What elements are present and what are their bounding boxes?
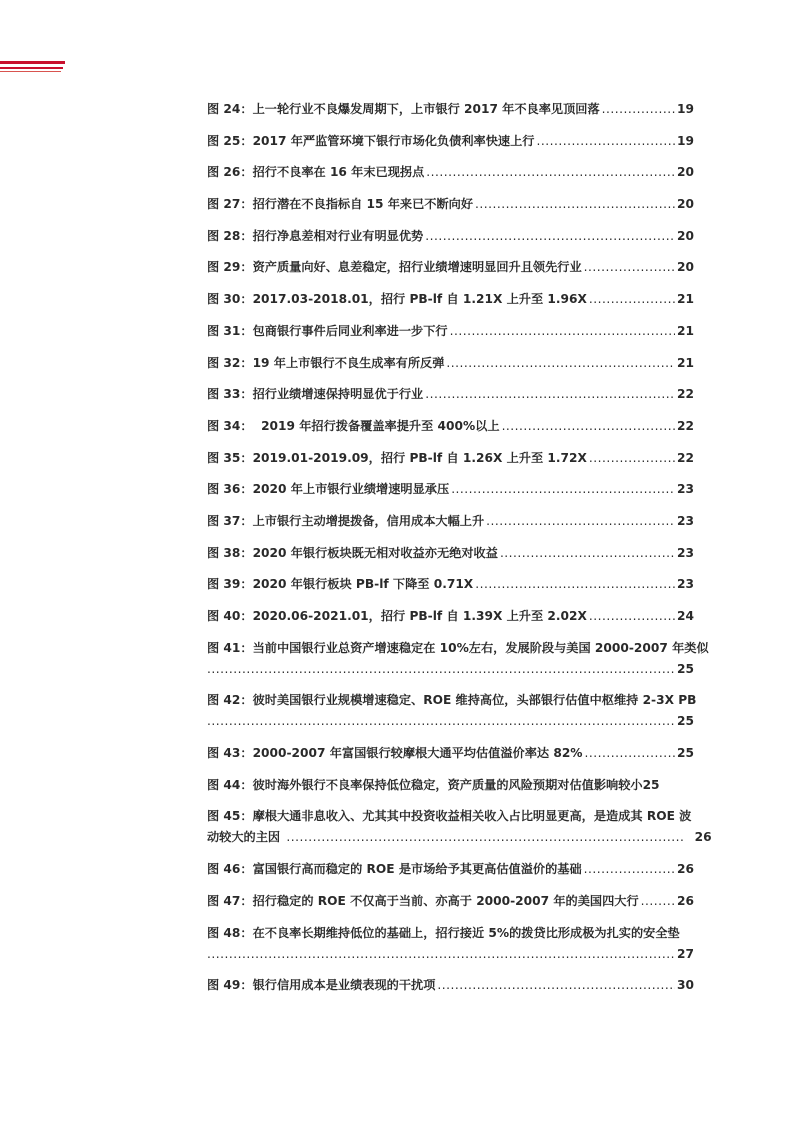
toc-entry[interactable] (207, 321, 694, 342)
toc-entry-page: 20 (677, 165, 694, 180)
toc-entry-page: 20 (677, 260, 694, 275)
toc-entry-label: 图 44：彼时海外银行不良率保持低位稳定，资产质量的风险预期对估值影响较小 (207, 777, 643, 792)
toc-entry-label: 图 25：2017 年严监管环境下银行市场化负债利率快速上行 (207, 133, 535, 148)
leader-dots (475, 194, 675, 215)
toc-entry-label: 图 39：2020 年银行板块 PB-lf 下降至 0.71X (207, 577, 474, 592)
toc-entry[interactable] (207, 859, 694, 880)
toc-entry-label: 图 33：招行业绩增速保持明显优于行业 (207, 387, 424, 402)
toc-entry-label: 图 43：2000-2007 年富国银行较摩根大通平均估值溢价率达 82% (207, 746, 583, 761)
toc-entry-page: 30 (677, 978, 694, 993)
toc-entry-label: 图 35：2019.01-2019.09，招行 PB-lf 自 1.26X 上升至 1.72X (207, 450, 587, 465)
leader-dots (537, 131, 676, 152)
toc-entry-page: 25 (642, 777, 660, 792)
leader-dots (475, 574, 675, 595)
toc-entry-label: 图 26：招行不良率在 16 年末已现拐点 (207, 165, 425, 180)
toc-entry-page: 20 (677, 197, 694, 212)
toc-entry[interactable] (207, 891, 694, 912)
toc-entry-page: 24 (677, 609, 694, 623)
header-accent-bar (0, 61, 65, 64)
leader-dots (450, 321, 675, 342)
toc-entry-label: 图 32：19 年上市银行不良生成率有所反弹 (207, 355, 445, 370)
toc-entry[interactable] (207, 543, 694, 564)
toc-entry[interactable] (207, 975, 694, 996)
figure-list (207, 99, 733, 1007)
toc-entry-label: 图 34： 2019 年招行拨备覆盖率提升至 400%以上 (207, 418, 500, 433)
toc-entry[interactable] (207, 131, 694, 152)
toc-entry-label: 图 37：上市银行主动增提拨备，信用成本大幅上升 (207, 513, 485, 528)
toc-entry-page: 22 (677, 450, 694, 465)
toc-entry[interactable] (207, 775, 694, 796)
toc-entry[interactable] (207, 226, 694, 247)
toc-entry[interactable] (207, 479, 694, 500)
toc-entry[interactable] (207, 638, 733, 680)
toc-entry-page: 23 (677, 513, 694, 528)
header-accent-bar-base (0, 71, 61, 72)
toc-entry-page: 21 (677, 323, 694, 338)
toc-entry[interactable] (207, 511, 694, 532)
toc-entry-label: 图 27：招行潜在不良指标自 15 年来已不断向好 (207, 197, 474, 212)
toc-entry[interactable] (207, 806, 733, 848)
leader-dots (425, 384, 675, 405)
toc-entry-page: 22 (677, 418, 694, 433)
toc-entry[interactable] (207, 743, 694, 764)
leader-dots (286, 827, 684, 848)
toc-entry-label: 图 49：银行信用成本是业绩表现的干扰项 (207, 978, 436, 993)
leader-dots (451, 479, 675, 500)
toc-entry-label: 图 31：包商银行事件后同业利率进一步下行 (207, 323, 448, 338)
leader-dots (589, 448, 675, 469)
toc-entry[interactable] (207, 194, 694, 215)
leader-dots (584, 257, 675, 278)
leader-dots (207, 944, 675, 965)
toc-entry[interactable] (207, 162, 694, 183)
leader-dots (589, 289, 675, 310)
toc-entry-page: 23 (677, 482, 694, 497)
toc-entry[interactable] (207, 448, 694, 469)
toc-entry-label: 图 47：招行稳定的 ROE 不仅高于当前、亦高于 2000-2007 年的美国四大行 (207, 893, 639, 908)
leader-dots (426, 162, 675, 183)
toc-entry-label: 图 29：资产质量向好、息差稳定，招行业绩增速明显回升且领先行业 (207, 260, 582, 275)
leader-dots (486, 511, 675, 532)
toc-entry-page: 23 (677, 545, 694, 560)
leader-dots (437, 975, 675, 996)
toc-entry[interactable] (207, 606, 694, 627)
toc-entry-label: 图 48：在不良率长期维持低位的基础上，招行接近 5%的拨贷比形成极为扎实的安全垫 (207, 925, 680, 940)
toc-entry[interactable] (207, 690, 733, 732)
header-accent-bar-secondary (0, 67, 63, 69)
toc-entry[interactable] (207, 416, 694, 437)
toc-entry-page: 26 (677, 862, 694, 877)
toc-entry-page: 25 (677, 661, 694, 676)
leader-dots (584, 859, 675, 880)
toc-entry-page: 26 (694, 830, 712, 845)
toc-entry-label: 图 42：彼时美国银行业规模增速稳定、ROE 维持高位，头部银行估值中枢维持 2-3X PB (207, 693, 697, 708)
leader-dots (446, 353, 675, 374)
toc-entry[interactable] (207, 923, 733, 965)
leader-dots (207, 711, 675, 732)
toc-entry-label: 图 28：招行净息差相对行业有明显优势 (207, 228, 424, 243)
leader-dots (602, 99, 675, 120)
leader-dots (641, 891, 675, 912)
toc-entry-page: 22 (677, 387, 694, 402)
toc-entry-label: 图 46：富国银行高而稳定的 ROE 是市场给予其更高估值溢价的基础 (207, 862, 582, 877)
toc-entry-label: 图 24：上一轮行业不良爆发周期下，上市银行 2017 年不良率见顶回落 (207, 102, 600, 116)
toc-entry[interactable] (207, 289, 694, 310)
toc-entry-page: 25 (677, 746, 694, 761)
leader-dots (207, 659, 675, 680)
leader-dots (589, 606, 675, 627)
toc-entry-label: 图 38：2020 年银行板块既无相对收益亦无绝对收益 (207, 545, 498, 560)
toc-entry-page: 19 (677, 102, 694, 116)
toc-entry[interactable] (207, 574, 694, 595)
leader-dots (425, 226, 675, 247)
toc-entry-page: 21 (677, 355, 694, 370)
toc-entry[interactable] (207, 257, 694, 278)
leader-dots (502, 416, 675, 437)
toc-entry-page: 26 (677, 893, 694, 908)
toc-entry-label: 图 41：当前中国银行业总资产增速稳定在 10%左右，发展阶段与美国 2000-2007 年类似 (207, 640, 709, 655)
toc-entry-page: 19 (677, 133, 694, 148)
toc-entry-label: 图 30：2017.03-2018.01，招行 PB-lf 自 1.21X 上升至 1.96X (207, 292, 587, 307)
toc-entry-page: 27 (677, 946, 694, 961)
toc-entry[interactable] (207, 99, 694, 120)
toc-entry-label: 图 36：2020 年上市银行业绩增速明显承压 (207, 482, 450, 497)
toc-entry-label-line1: 图 45：摩根大通非息收入、尤其其中投资收益相关收入占比明显更高，是造成其 ROE 波 (207, 809, 692, 824)
toc-entry-page: 25 (677, 714, 694, 729)
toc-entry-label-line2: 动较大的主因 (207, 830, 281, 845)
toc-entry[interactable] (207, 384, 694, 405)
toc-entry[interactable] (207, 353, 694, 374)
toc-entry-page: 20 (677, 228, 694, 243)
toc-entry-page: 21 (677, 292, 694, 307)
leader-dots (500, 543, 675, 564)
toc-entry-page: 23 (677, 577, 694, 592)
leader-dots (585, 743, 676, 764)
toc-entry-label: 图 40：2020.06-2021.01，招行 PB-lf 自 1.39X 上升至 2.02X (207, 609, 587, 623)
